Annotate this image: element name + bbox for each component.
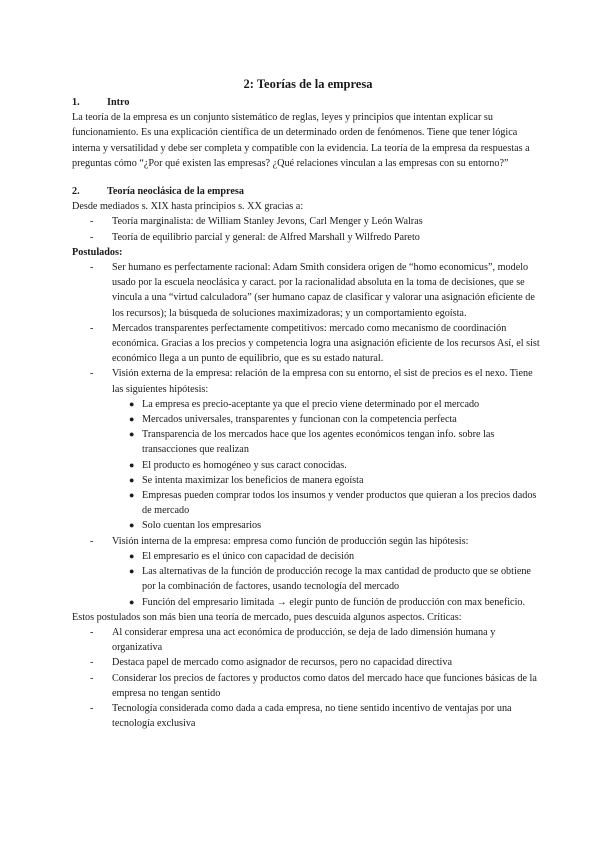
- list-item: - Visión interna de la empresa: empresa como función de producción según las hipótesis:: [90, 535, 469, 547]
- list-item: ● Mercados universales, transparentes y funcionan con la competencia perfecta: [129, 414, 457, 426]
- hipotesis-interna-list: [72, 549, 544, 610]
- section-title: Intro: [107, 97, 130, 108]
- hipotesis-externa-list: [72, 397, 544, 534]
- list-item: ● Solo cuentan los empresarios: [129, 520, 262, 532]
- criticas-intro: Estos postulados son más bien una teoría de mercado, pues descuida algunos aspectos. Críticas:: [72, 611, 462, 623]
- postulados-list: [72, 260, 544, 397]
- list-item: ● La empresa es precio-aceptante ya que el precio viene determinado por el mercado: [129, 398, 480, 410]
- list-item: ● Función del empresario limitada → elegir punto de función de producción con max beneficio.: [129, 596, 526, 608]
- list-item: - Teoría marginalista: de William Stanley Jevons, Carl Menger y León Walras: [90, 216, 423, 228]
- section-heading-intro: [72, 95, 544, 110]
- list-item: - Tecnología considerada como dada a cada empresa, no tiene sentido incentivo de ventajas por una tecnología exclusiva: [90, 702, 512, 730]
- section-number: 2.: [72, 186, 80, 198]
- list-item: - Al considerar empresa una act económica de producción, se deja de lado dimensión humana y organizativa: [90, 626, 496, 654]
- postulados-label: Postulados:: [72, 246, 123, 258]
- list-item: ● Las alternativas de la función de producción recoge la max cantidad de producto que se obtiene por la combinación de factores, usando tecnología del mercado: [129, 566, 531, 593]
- list-item: - Mercados transparentes perfectamente competitivos: mercado como mecanismo de coordinación económica. Gracias a los precios y competencia logra una asignación eficiente de los recursos Así, el sist económico llega a un punto de equilibrio, que es su estado natural.: [90, 322, 540, 365]
- neoclasica-list: [72, 214, 544, 244]
- list-item: ● Se intenta maximizar los beneficios de manera egoísta: [129, 474, 364, 486]
- list-item: ● Transparencia de los mercados hace que los agentes económicos tengan info. sobre las transacciones que realizan: [129, 429, 495, 456]
- intro-paragraph: La teoría de la empresa es un conjunto sistemático de reglas, leyes y principios que intentan explicar su funcionamiento. Es una explicación científica de un determinado orden de fenómenos. Tiene que tener lógica interna y versatilidad y debe ser completa y compatible con la evidencia. La teoría de la empresa da respuestas a preguntas cómo “¿Por qué existen las empresas? ¿Qué relaciones vinculan a las empresas con su entorno?”: [72, 112, 530, 169]
- list-item: - Visión externa de la empresa: relación de la empresa con su entorno, el sist de precios es el nexo. Tiene las siguientes hipótesis:: [90, 368, 533, 395]
- page-title: 2: Teorías de la empresa: [243, 77, 373, 91]
- list-item: - Considerar los precios de factores y productos como datos del mercado hace que funciones básicas de la empresa no tengan sentido: [90, 672, 537, 699]
- list-item: - Destaca papel de mercado como asignador de recursos, pero no capacidad directiva: [90, 657, 452, 669]
- list-item: - Ser humano es perfectamente racional: Adam Smith considera origen de “homo economicus”, modelo usado por la escuela neoclásica y caract. por la racionalidad absoluta en la toma de decisiones, que se vincula a una “virtud calculadora” (ser humano capaz de clasificar y valorar una asignación eficiente de los recursos); la búsqueda de soluciones maximizadoras; y un comportamiento egoísta.: [90, 262, 535, 319]
- list-item: - Teoría de equilibrio parcial y general: de Alfred Marshall y Wilfredo Pareto: [90, 231, 420, 243]
- list-item: ● El producto es homogéneo y sus caract conocidas.: [129, 459, 347, 471]
- section-title: Teoría neoclásica de la empresa: [107, 186, 244, 198]
- criticas-list: [72, 625, 544, 731]
- list-item: ● Empresas pueden comprar todos los insumos y vender productos que quieran a los precios dados de mercado: [129, 490, 537, 517]
- section-number: 1.: [72, 97, 80, 108]
- neoclasica-intro: Desde mediados s. XIX hasta principios s. XX gracias a:: [72, 201, 304, 213]
- section-heading-neoclasica: [72, 184, 544, 199]
- postulados-list-cont: [72, 534, 544, 549]
- list-item: ● El empresario es el único con capacidad de decisión: [129, 550, 355, 562]
